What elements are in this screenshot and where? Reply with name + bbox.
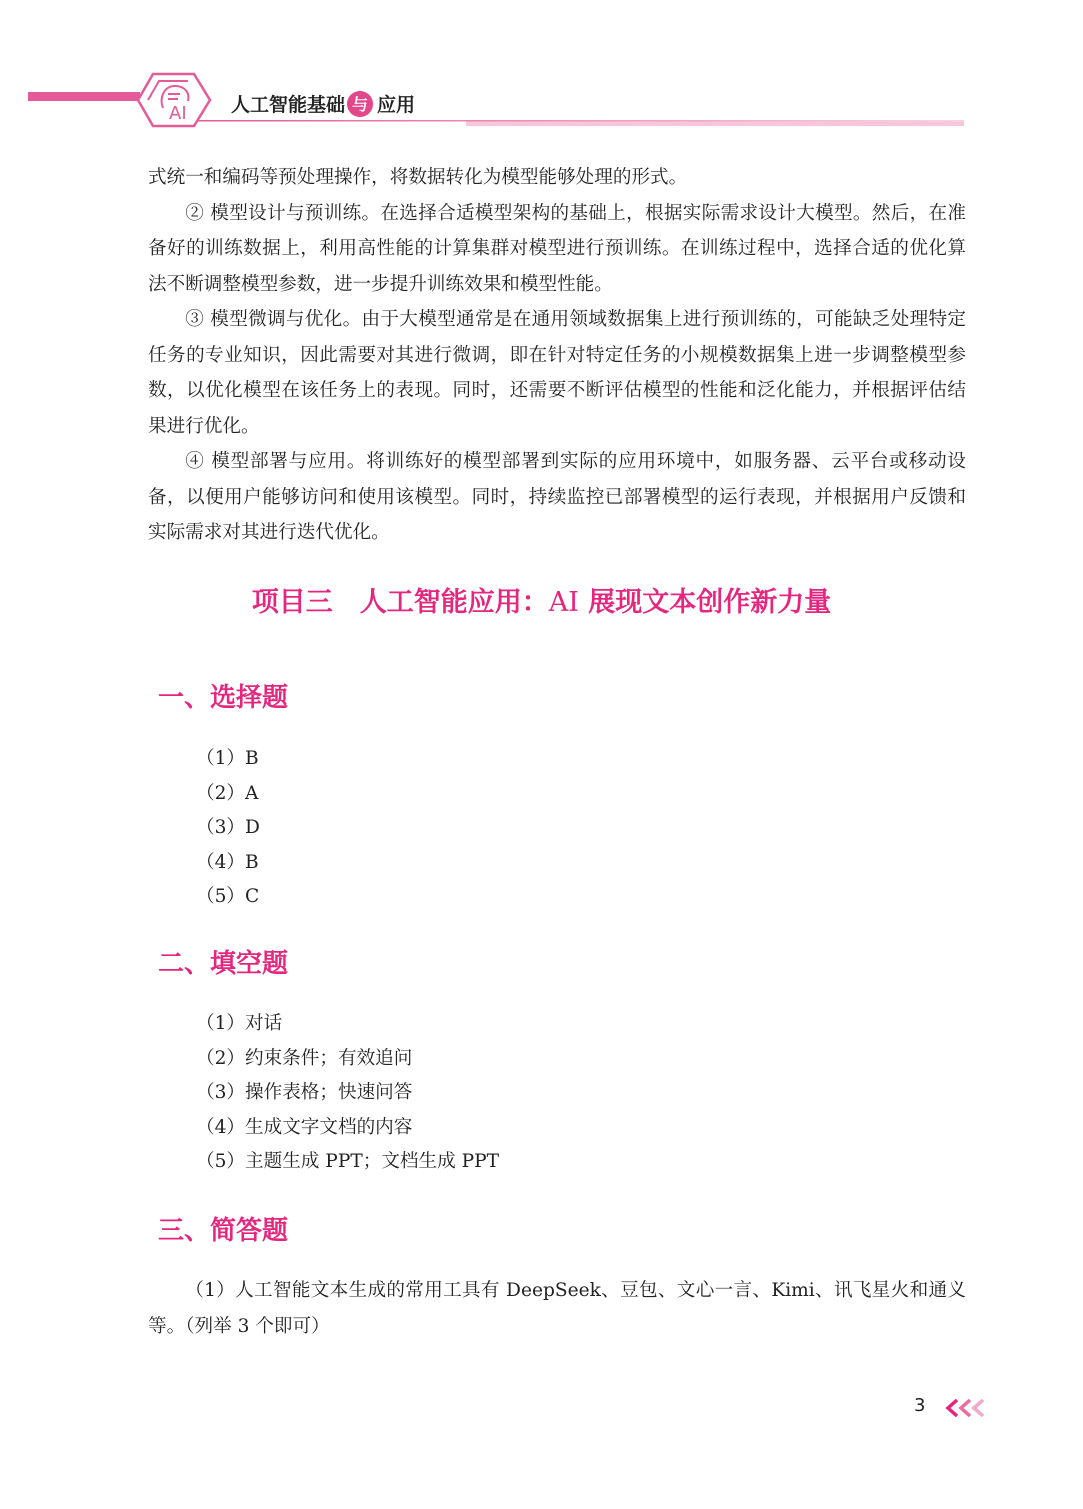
paragraph-step-3: ③ 模型微调与优化。由于大模型通常是在通用领域数据集上进行预训练的，可能缺乏处理特定任务的专业知识，因此需要对其进行微调，即在针对特定任务的小规模数据集上进一步调整模型参数，以优化模型在该任务上的表现。同时，还需要不断评估模型的性能和泛化能力，并根据评估结果进行优化。 [148,309,966,437]
list-item: （1）B [196,748,259,769]
fill-answer-list [196,1007,499,1180]
body-text [148,160,966,551]
list-item: （5）主题生成 PPT；文档生成 PPT [196,1151,500,1172]
list-item: （5）C [196,886,260,907]
list-item: （1）对话 [196,1013,283,1034]
book-title [231,90,415,117]
paragraph-continuation: 式统一和编码等预处理操作，将数据转化为模型能够处理的形式。 [148,167,688,188]
list-item: （2）约束条件；有效追问 [196,1047,413,1069]
header-accent-bar [28,92,140,101]
book-title-badge: 与 [347,91,373,117]
project-title [0,580,1083,619]
page-chevrons-icon [943,1397,993,1419]
section-title-choice: 一、选择题 [158,683,289,713]
list-item: （4）生成文字文档的内容 [196,1116,413,1138]
paragraph-step-2: ② 模型设计与预训练。在选择合适模型架构的基础上，根据实际需求设计大模型。然后，在准备好的训练数据上，利用高性能的计算集群对模型进行预训练。在训练过程中，选择合适的优化算法不断调整模型参数，进一步提升训练效果和模型性能。 [148,202,966,295]
choice-answer-list [196,742,260,915]
list-item: （4）B [196,851,259,873]
short-answer-body [148,1273,966,1344]
page-number: 3 [914,1395,926,1416]
list-item: （3）D [196,817,260,838]
header-divider [196,120,964,126]
logo-text: AI [169,103,187,124]
project-title-suffix: 展现文本创作新力量 [578,587,832,618]
list-item: （3）操作表格；快速问答 [196,1082,413,1103]
section-title-fill: 二、填空题 [158,949,289,979]
list-item: （2）A [196,782,259,804]
section-title-short: 三、简答题 [158,1216,289,1246]
project-title-prefix: 项目三 人工智能应用： [251,587,549,618]
paragraph-step-4: ④ 模型部署与应用。将训练好的模型部署到实际的应用环境中，如服务器、云平台或移动设备，以便用户能够访问和使用该模型。同时，持续监控已部署模型的运行表现，并根据用户反馈和实际需求对其进行迭代优化。 [148,451,966,543]
page-header [0,68,1083,138]
project-title-ai: AI [548,587,579,618]
book-title-part2: 应用 [377,94,416,116]
short-answer-1: （1）人工智能文本生成的常用工具有 DeepSeek、豆包、文心一言、Kimi、讯飞星火和通义等。（列举 3 个即可） [148,1280,966,1337]
book-title-part1: 人工智能基础 [231,94,346,116]
